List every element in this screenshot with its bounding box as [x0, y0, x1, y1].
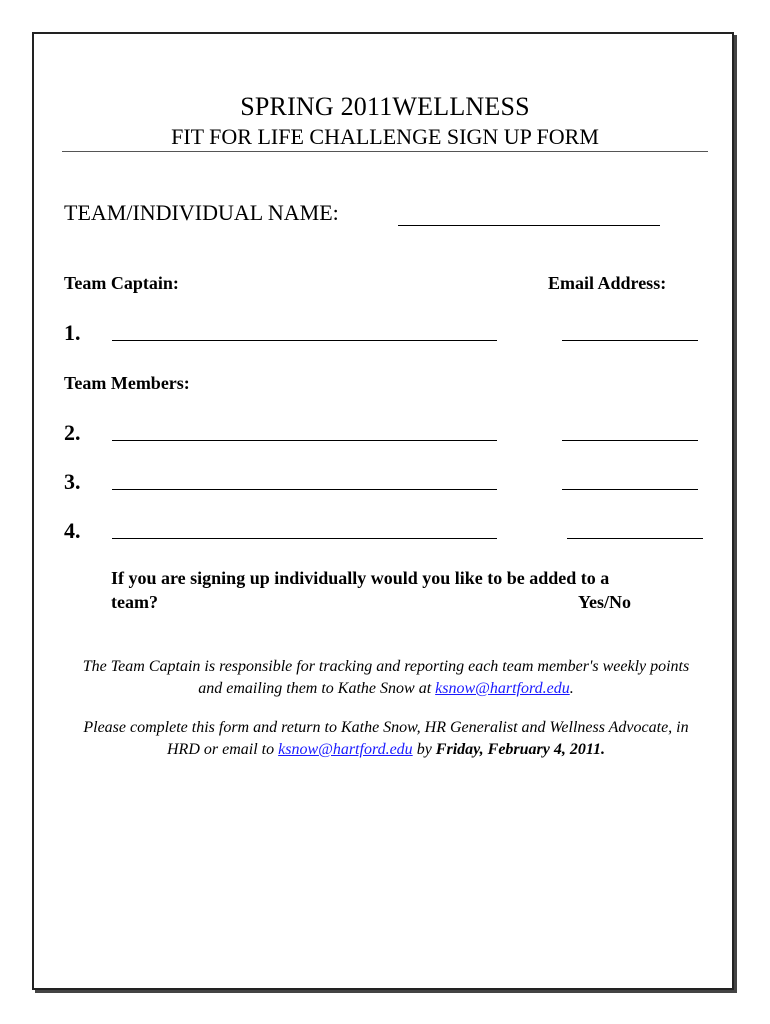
- row-number-3: 3.: [64, 469, 81, 494]
- team-name-label: TEAM/INDIVIDUAL NAME:: [64, 200, 339, 225]
- yes-no-option[interactable]: Yes/No: [578, 592, 631, 612]
- member-4-email-field[interactable]: [567, 538, 703, 539]
- captain-email-field[interactable]: [562, 340, 698, 341]
- title-divider: [62, 151, 708, 152]
- member-2-name-field[interactable]: [112, 440, 497, 441]
- captain-name-field[interactable]: [112, 340, 497, 341]
- question-line-1: If you are signing up individually would you like to be added to a: [111, 568, 610, 588]
- member-2-email-field[interactable]: [562, 440, 698, 441]
- email-address-label: Email Address:: [548, 273, 667, 293]
- team-captain-label: Team Captain:: [64, 273, 179, 293]
- row-number-4: 4.: [64, 518, 81, 543]
- form-title: SPRING 2011WELLNESS: [240, 92, 530, 121]
- email-link-1[interactable]: ksnow@hartford.edu: [435, 680, 570, 697]
- captain-note-line-2: [62, 678, 710, 700]
- question-line-2: team?: [111, 592, 158, 612]
- captain-note-end: .: [569, 680, 574, 697]
- team-members-label: Team Members:: [64, 373, 190, 393]
- individual-question: [111, 566, 691, 614]
- email-link-2[interactable]: ksnow@hartford.edu: [278, 741, 413, 758]
- captain-note: [62, 656, 710, 700]
- form-subtitle: FIT FOR LIFE CHALLENGE SIGN UP FORM: [171, 124, 599, 149]
- deadline-text: Friday, February 4, 2011.: [435, 741, 605, 758]
- return-text: HRD or email to: [167, 741, 279, 758]
- page-frame: [32, 32, 734, 990]
- return-line-2: [62, 739, 710, 761]
- captain-note-text: and emailing them to Kathe Snow at: [198, 680, 436, 697]
- return-instructions: [62, 717, 710, 761]
- row-number-2: 2.: [64, 420, 81, 445]
- member-3-email-field[interactable]: [562, 489, 698, 490]
- return-by-text: by: [412, 741, 436, 758]
- row-number-1: 1.: [64, 320, 81, 345]
- member-3-name-field[interactable]: [112, 489, 497, 490]
- return-line-1: Please complete this form and return to Kathe Snow, HR Generalist and Wellness Advocate, in: [83, 719, 689, 736]
- captain-note-line-1: The Team Captain is responsible for tracking and reporting each team member's weekly points: [82, 658, 690, 675]
- member-4-name-field[interactable]: [112, 538, 497, 539]
- team-name-field[interactable]: [398, 225, 660, 226]
